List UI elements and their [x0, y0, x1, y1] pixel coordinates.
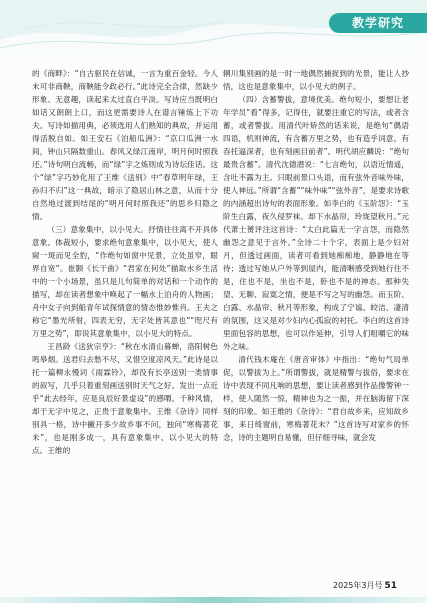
footer-decoration — [0, 597, 427, 603]
right-text-column — [223, 67, 409, 444]
issue-date: 2025年3月号 — [333, 581, 383, 590]
page-number: 51 — [384, 581, 397, 591]
body-paragraph: 辋川集别画的是一时一地偶然捕捉到的光景，能让人抄悟，这也是意象集中，以小见大的例子。 — [223, 69, 409, 91]
page-footer — [333, 580, 397, 591]
body-paragraph: 清代钱木庵在《唐音审体》中指出：“绝句气局单促，以警拔为上。”所谓警拔，就是精警与拔俗，要求在诗中表现不同凡响的思想，要让读者感到作品像警钟一样，使人随然一惊，精神也为之一振，并在脑海留下深刻的印象。如王维的《杂诗》：“君自故乡来，应知故乡事，来日绮窗前，寒梅著花未？”这首诗写对家乡的怀念，诗的主题明自易懂，但仔细寻味，就会发 — [223, 355, 409, 442]
body-paragraph: 王昌龄《送狄宗亨》：“秋在水清山暮蝉，洛阳树色鸣皋烟。送君归去愁不尽，又惜空度凉风天。”此诗是以托一篇柳永慢词《雨霖铃》，却没有长亭送别一类情事的叙写，几乎只着重刻画送别时天气之好。发出一点近乎“此去经年，应是良辰好景虚设”的感喟。千种风情，却于无字中见之，正贵于意象集中。王维《杂诗》同样别具一格，诗中撇开多少故乡事不问，独问“寒梅著花未”，也是刚多成一，具有意象集中、以小见大的特点。王维的 — [32, 342, 218, 455]
section-heading-paragraph: （四）含蓄警拔，意境优美。绝句短小，要想让老年学员“看”得多，记得住，就要注重它的写法，或者含蓄，或者警拔。用清代叶矫然的话来说，是绝句“偶语四语，机则神流，有含蓄万里之势，也有造乎词意。有吞托逼深者，也有刻画目前者”。明代胡应麟说：“绝句最贵含蓄”。清代沈德潜说：“七言绝句，以语近情遥，含吐不露为主。只眼前景口头语，而有弦外音味外味，使人神远。”所谓“含蓄”“味外味”“弦外音”，是要求诗歌的内涵超出诗句的表面形象。如李白的《玉阶怨》：“玉阶生白露，夜久侵罗袜。却下水晶帘，玲珑望秋月。”元代萧士赟评注这首诗：“太白此篇无一字言怨，而隐然幽怨之意见于言外。”全诗二十个字，表面上是少妇对月，但透过画面，读者可看到她痴痴地，静静地在等待；透过写她从户外等到屋内，能清晰感受到她行住不是，住也不是，坐也不是，卧也不是的神态。那种失望、无聊、寂寞之情，便是不写之写的幽怨。而玉阶、白露、水晶帘、秋月等形象，构成了宁谧、皎洁、凄清的氛围，这又是对少妇内心孤寂的衬托。李白的这首诗里面包容的思想，也可以作延伸，引导人们咀嚼它的味外之味。 — [223, 95, 409, 351]
body-paragraph: 的《商畔》：“自古驱民在信诚，一言为重百金轻。今人未可非商鞅，商鞅能令政必行。”此诗完全合律，然缺少形象、无意趣，读起来太过直白平淡。写诗应当既明白如话又朗朗上口，而这更需要诗人在谱言锤炼上下功夫。写诗如描用典，必须选用人们熟知的典故，并运用得活脱自如。如王安石《泊船瓜洲》：“京口瓜洲一水间，钟山只隔数重山。春风又绿江南岸，明月何时照我还。”诗句明白流畅，而“绿”字之炼则成为诗坛佳话。这个“绿”字巧妙化用了王维《送别》中“春草明年绿，王孙归不归”这一典故，暗示了隐居山林之意，从而十分自然地过渡到结尾的“明月何时照我还”的思乡归隐之情。 — [32, 69, 218, 221]
left-text-column — [32, 67, 218, 457]
section-heading-paragraph: （三）意象集中，以小见大。抒情往往离不开具体意象。体裁短小，要求绝句意象集中，以小见大，使人窥一斑而见全豹，“作绝句如窗中见景，立处虽窄，眼界自宽”。崔颢《长干曲》“君家在何处”描取水乡生活中的一个小场景，虽只是儿句简单的对话和一个动作的描写，却在读者想象中唤起了一幅水上泊舟的人物画；舟中女子向到船青年试探情意的情态惟妙惟肖。王夫之称它“墨光所射，四表无穷，无字处皆其意也”“咫尺有万里之势”，即说其意象集中，以小见大的特点。 — [32, 225, 218, 338]
section-label: 教学研究 — [329, 13, 427, 33]
